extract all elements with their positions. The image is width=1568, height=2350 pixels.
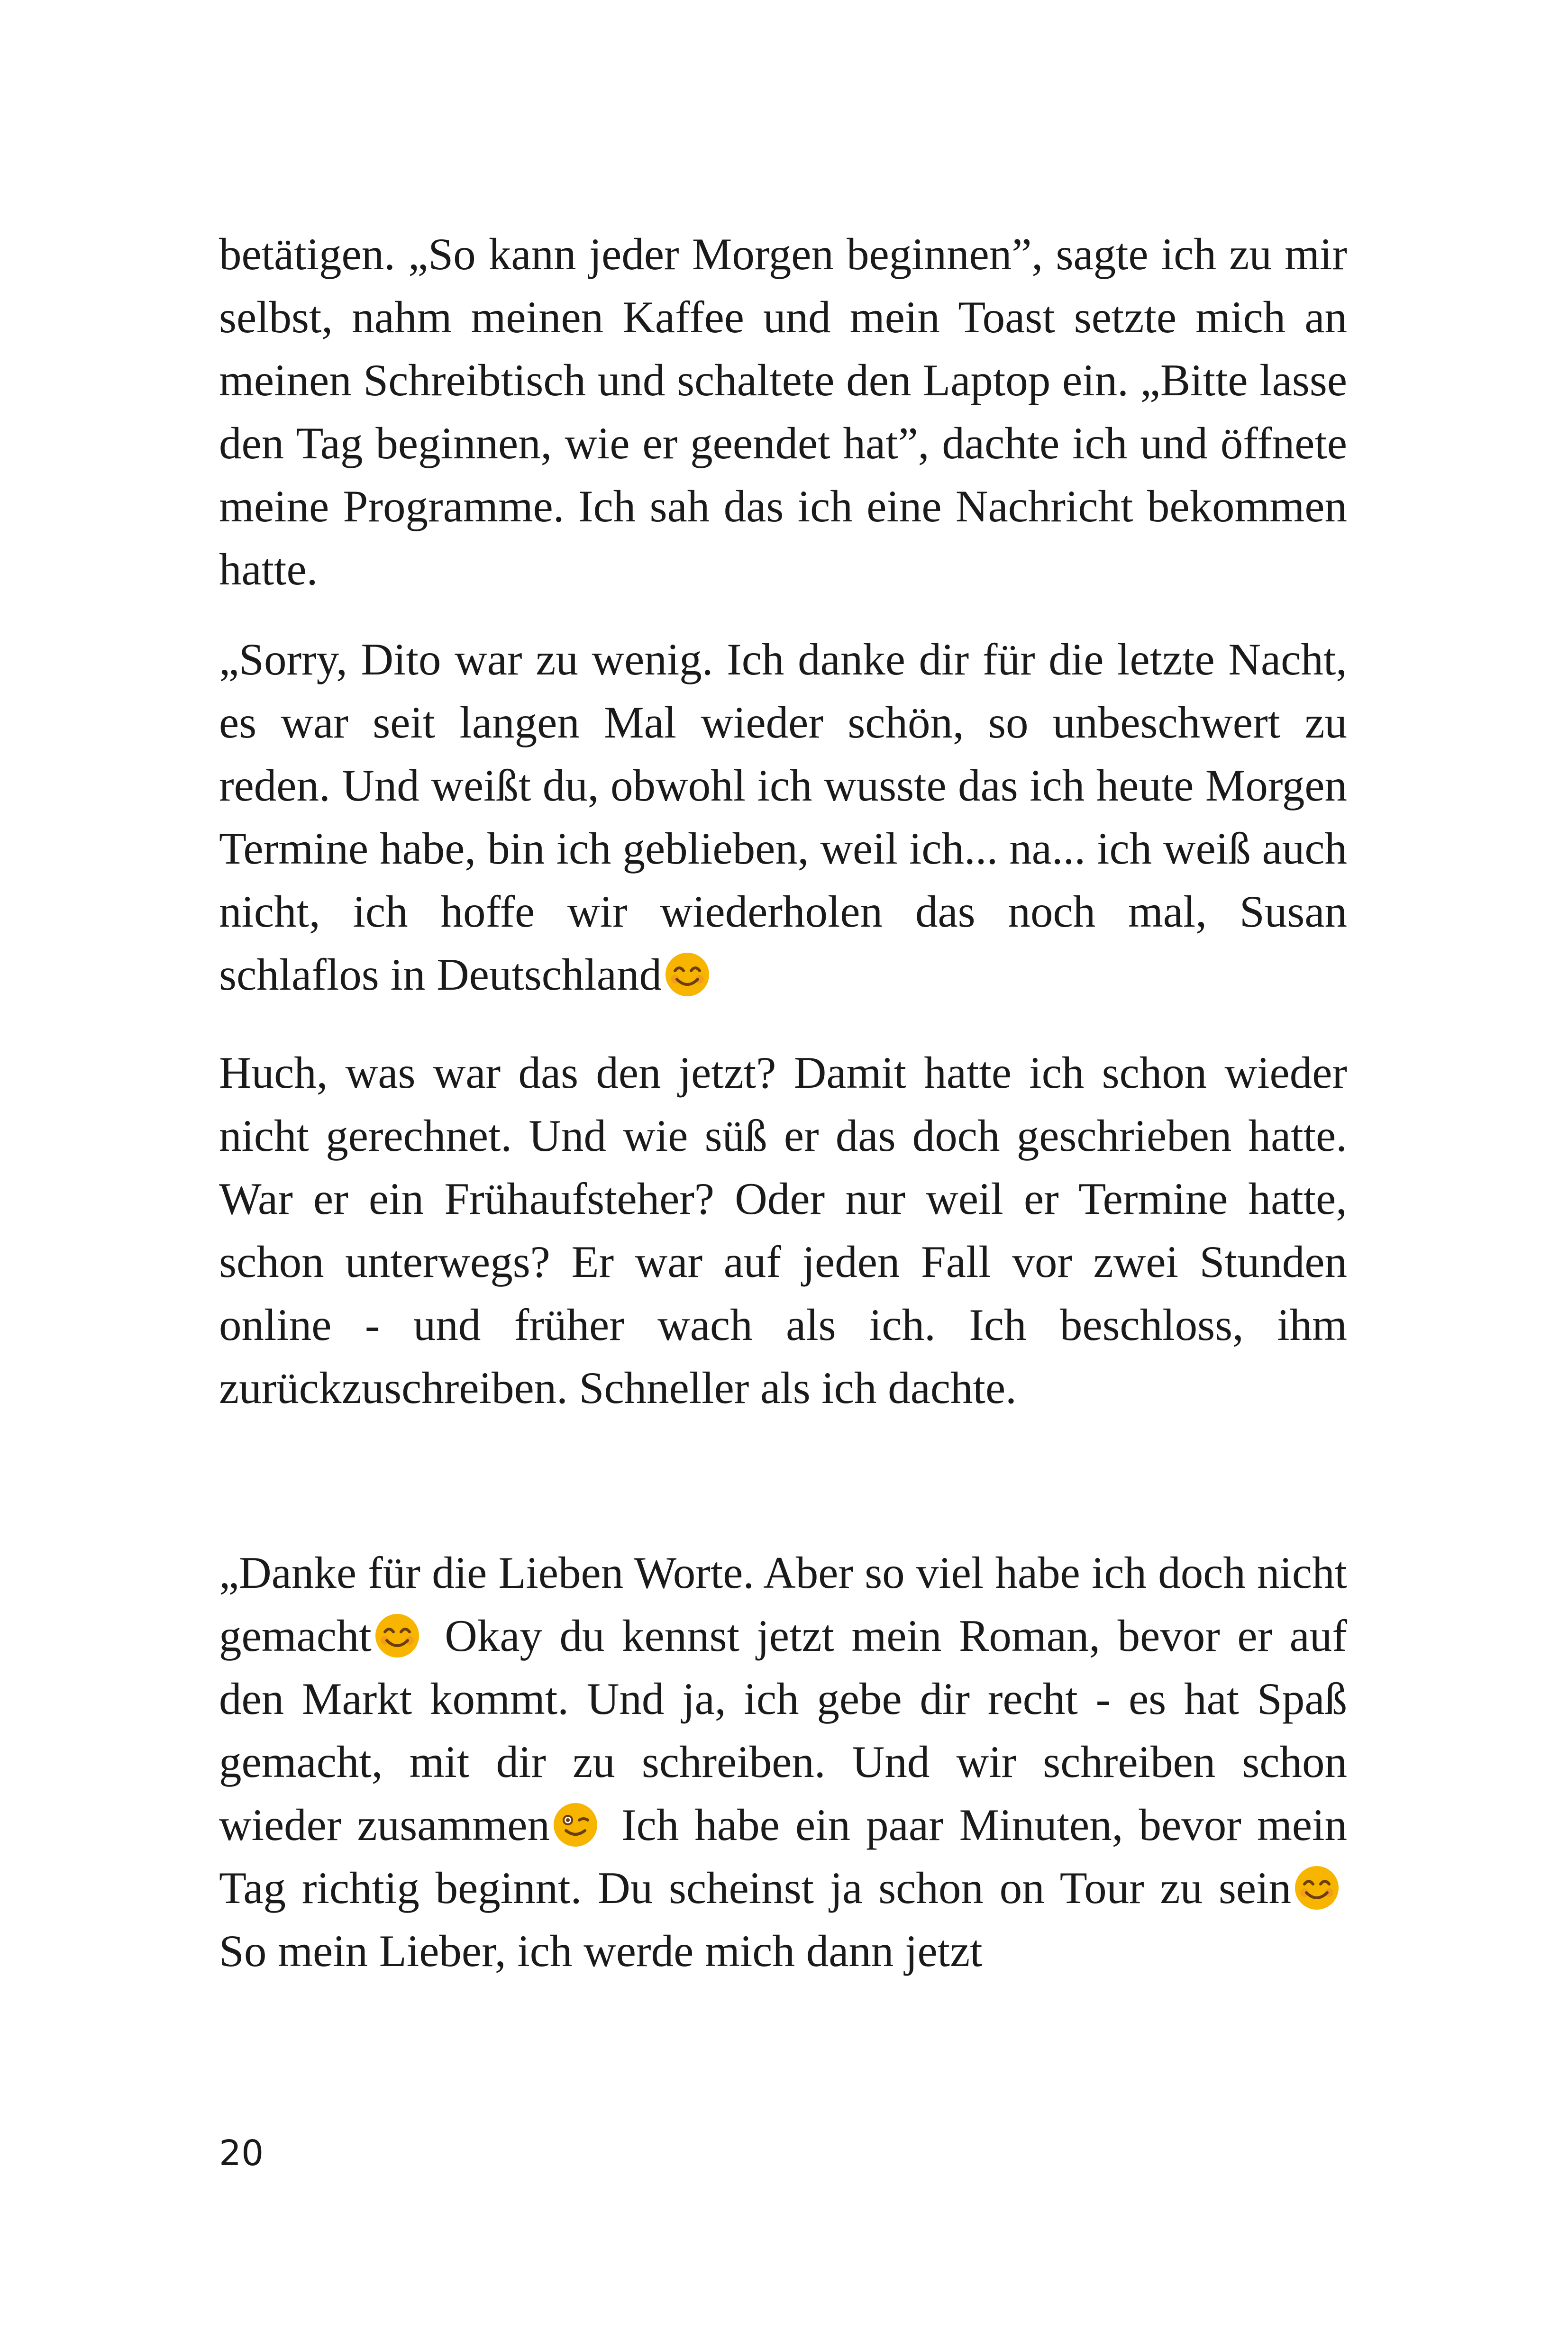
paragraph-4-text-part-2: Okay du kennst jetzt mein Roman, bevor er auf den Markt kommt. Und ja, ich gebe dir recht - es hat Spaß gemacht, mit dir zu schreiben. Und wir schreiben schon wieder zusammen — [219, 1611, 1347, 1850]
paragraph-4 — [219, 1541, 1347, 1983]
paragraph-4-text-part-4: So mein Lieber, ich werde mich dann jetzt — [219, 1926, 983, 1976]
smiling-face-emoji-icon — [664, 951, 711, 998]
paragraph-1-text: betätigen. „So kann jeder Morgen beginnen”, sagte ich zu mir selbst, nahm meinen Kaffee und mein Toast setzte mich an meinen Schreibtisch und schaltete den Laptop ein. „Bitte lasse den Tag beginnen, wie er geendet hat”, dachte ich und öffnete meine Programme. Ich sah das ich eine Nachricht bekommen hatte. — [219, 229, 1347, 594]
paragraph-1 — [219, 223, 1347, 601]
winking-face-emoji-icon — [552, 1801, 599, 1849]
paragraph-4-text-part-3: Ich habe ein paar Minuten, bevor mein Tag richtig beginnt. Du scheinst ja schon on Tour zu sein — [219, 1800, 1347, 1913]
paragraph-3-text: Huch, was war das den jetzt? Damit hatte ich schon wieder nicht gerechnet. Und wie süß er das doch geschrieben hatte. War er ein Frühaufsteher? Oder nur weil er Termine hatte, schon unterwegs? Er war auf jeden Fall vor zwei Stunden online - und früher wach als ich. Ich beschloss, ihm zurückzuschreiben. Schneller als ich dachte. — [219, 1047, 1347, 1413]
paragraph-4-text-part-1: „Danke für die Lieben Worte. Aber so viel habe ich doch nicht gemacht — [219, 1548, 1347, 1661]
paragraph-3 — [219, 1041, 1347, 1420]
smiling-face-emoji-icon — [374, 1612, 421, 1659]
paragraph-2 — [219, 628, 1347, 1006]
paragraph-2-text: „Sorry, Dito war zu wenig. Ich danke dir für die letzte Nacht, es war seit langen Mal wieder schön, so unbeschwert zu reden. Und weißt du, obwohl ich wusste das ich heute Morgen Termine habe, bin ich geblieben, weil ich... na... ich weiß auch nicht, ich hoffe wir wiederholen das noch mal, Susan schlaflos in Deutschland — [219, 634, 1347, 1000]
smiling-face-emoji-icon — [1293, 1864, 1340, 1912]
page-number: 20 — [219, 2133, 264, 2174]
